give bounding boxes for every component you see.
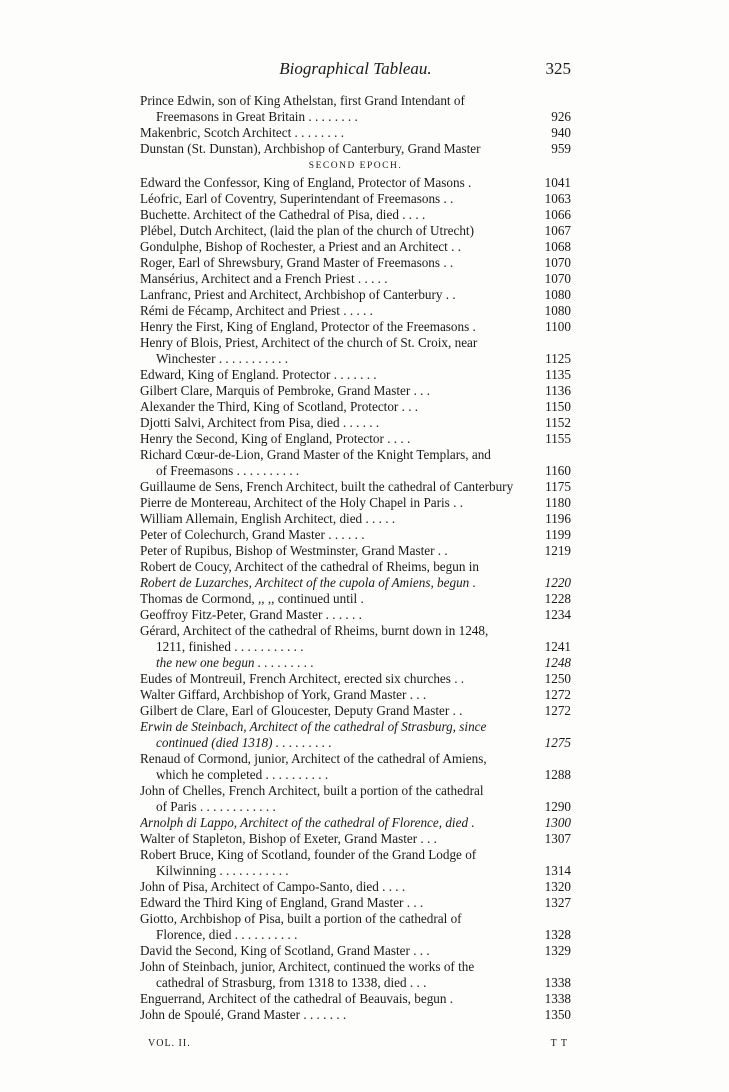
entry-text: Richard Cœur-de-Lion, Grand Master of the Knight Templars, and [140,447,491,462]
entry-text: Edward, King of England. Protector . . . . . . . [140,367,377,382]
entry-text: Robert de Coucy, Architect of the cathedral of Rheims, begun in [140,559,479,574]
entry-line [140,735,571,751]
entry-text: Florence, died . . . . . . . . . . [156,927,298,942]
entry-line [140,271,571,287]
entry-year: 1241 [544,639,571,654]
entry-line [140,815,571,831]
entry-line [140,687,571,703]
entry-line [140,191,571,207]
running-title: Biographical Tableau. [279,59,432,78]
entry-line [140,93,571,109]
entry-text: Winchester . . . . . . . . . . . [156,351,289,366]
entry-text: which he completed . . . . . . . . . . [156,767,329,782]
entry-year: 926 [551,109,571,124]
entry-text: of Paris . . . . . . . . . . . . [156,799,276,814]
entry-text: Pierre de Montereau, Architect of the Holy Chapel in Paris . . [140,495,464,510]
entry-text: Alexander the Third, King of Scotland, Protector . . . [140,399,419,414]
entry-text: Henry the First, King of England, Protector of the Freemasons . [140,319,476,334]
entry-line [140,863,571,879]
entry-line [140,959,571,975]
entry-year: 1338 [544,991,571,1006]
entry-line [140,495,571,511]
entry-year: 1234 [544,607,571,622]
entry-year: 1180 [545,495,571,510]
entry-year: 1338 [544,975,571,990]
entry-year: 1100 [545,319,571,334]
entry-text: Makenbric, Scotch Architect . . . . . . . . [140,125,344,140]
entry-line [140,303,571,319]
entry-line [140,223,571,239]
entry-text: Plébel, Dutch Architect, (laid the plan of the church of Utrecht) [140,223,474,238]
entry-year: 1199 [545,527,571,542]
epoch-heading: SECOND EPOCH. [308,161,403,171]
entry-line [140,719,571,735]
entry-line [140,399,571,415]
entry-year: 1125 [545,351,571,366]
entry-year: 1219 [544,543,571,558]
entry-year: 1066 [544,207,571,222]
entry-year: 1327 [544,895,571,910]
entry-line [140,383,571,399]
entry-line [140,559,571,575]
entry-text: Rémi de Fécamp, Architect and Priest . . . . . [140,303,373,318]
entry-text: 1211, finished . . . . . . . . . . . [156,639,304,654]
entry-text: Peter of Colechurch, Grand Master . . . . . . [140,527,365,542]
entry-year: 1328 [544,927,571,942]
entry-line [140,141,571,157]
entry-text: Henry of Blois, Priest, Architect of the church of St. Croix, near [140,335,478,350]
entry-line [140,831,571,847]
entry-text: cathedral of Strasburg, from 1318 to 1338, died . . . [156,975,427,990]
entry-year: 1350 [544,1007,571,1022]
entry-text: Mansérius, Architect and a French Priest . . . . . [140,271,388,286]
entry-line [140,175,571,191]
entry-line [140,655,571,671]
page-number: 325 [545,59,571,78]
entry-text: Henry the Second, King of England, Protector . . . . [140,431,411,446]
signature-mark: T T [550,1038,568,1049]
entry-text: William Allemain, English Architect, died . . . . . [140,511,396,526]
entry-line [140,319,571,335]
entry-year: 1136 [545,383,571,398]
entry-line [140,351,571,367]
entry-year: 1150 [545,399,571,414]
entry-line [140,623,571,639]
entry-text: John de Spoulé, Grand Master . . . . . . . [140,1007,347,1022]
entry-text: Robert de Luzarches, Architect of the cupola of Amiens, begun . [140,575,476,590]
entry-line [140,479,571,495]
entry-line [140,431,571,447]
entry-line [140,125,571,141]
entry-line [140,783,571,799]
entry-year: 1320 [544,879,571,894]
entry-line [140,335,571,351]
entry-line [140,607,571,623]
entry-text: Walter Giffard, Archbishop of York, Grand Master . . . [140,687,427,702]
entry-line [140,367,571,383]
volume-label: VOL. II. [148,1038,191,1049]
entry-year: 1080 [544,303,571,318]
entry-line [140,943,571,959]
entry-year: 1041 [544,175,571,190]
entry-text: Buchette. Architect of the Cathedral of Pisa, died . . . . [140,207,426,222]
entry-line [140,751,571,767]
entry-text: Guillaume de Sens, French Architect, built the cathedral of Canterbury [140,479,514,494]
entry-year: 1290 [544,799,571,814]
entry-line [140,463,571,479]
entry-line [140,207,571,223]
entry-year: 1228 [544,591,571,606]
entry-line [140,991,571,1007]
entry-text: the new one begun . . . . . . . . . [156,655,314,670]
entry-text: Geoffroy Fitz-Peter, Grand Master . . . . . . [140,607,362,622]
entry-text: Lanfranc, Priest and Architect, Archbishop of Canterbury . . [140,287,456,302]
entry-line [140,767,571,783]
entry-line [140,879,571,895]
entry-year: 1272 [544,703,571,718]
entry-year: 1329 [544,943,571,958]
entry-year: 1300 [544,815,571,830]
entry-text: Kilwinning . . . . . . . . . . . [156,863,289,878]
entry-year: 1135 [545,367,571,382]
entry-text: Roger, Earl of Shrewsbury, Grand Master of Freemasons . . [140,255,454,270]
entry-line [140,287,571,303]
entry-line [140,671,571,687]
entry-year: 1152 [545,415,571,430]
entry-year: 1155 [545,431,571,446]
entry-text: Edward the Confessor, King of England, Protector of Masons . [140,175,472,190]
entry-line [140,639,571,655]
entry-text: Djotti Salvi, Architect from Pisa, died . . . . . . [140,415,380,430]
entry-year: 1070 [544,271,571,286]
entry-line [140,447,571,463]
entry-line [140,703,571,719]
entry-text: Léofric, Earl of Coventry, Superintendant of Freemasons . . [140,191,454,206]
entry-text: Gilbert de Clare, Earl of Gloucester, Deputy Grand Master . . [140,703,463,718]
first-epoch-entries [140,93,571,157]
entry-text: Edward the Third King of England, Grand Master . . . [140,895,424,910]
entry-line [140,527,571,543]
entry-text: Gondulphe, Bishop of Rochester, a Priest and an Architect . . [140,239,462,254]
entry-year: 1272 [544,687,571,702]
entry-line [140,511,571,527]
entry-text: David the Second, King of Scotland, Grand Master . . . [140,943,430,958]
entry-line [140,1007,571,1023]
entry-text: Gilbert Clare, Marquis of Pembroke, Grand Master . . . [140,383,431,398]
entry-text: Thomas de Cormond, ,, ,, continued until . [140,591,364,606]
entry-line [140,543,571,559]
entry-text: John of Pisa, Architect of Campo-Santo, died . . . . [140,879,406,894]
entry-year: 1248 [544,655,571,670]
entry-year: 1067 [544,223,571,238]
entry-year: 1288 [544,767,571,782]
page-header [140,59,571,79]
entry-year: 940 [551,125,571,140]
entry-year: 1068 [544,239,571,254]
entry-year: 1080 [544,287,571,302]
entry-text: Giotto, Archbishop of Pisa, built a portion of the cathedral of [140,911,462,926]
entry-text: Dunstan (St. Dunstan), Archbishop of Canterbury, Grand Master [140,141,481,156]
entry-year: 1063 [544,191,571,206]
entry-line [140,239,571,255]
entry-line [140,911,571,927]
entry-year: 1307 [544,831,571,846]
entry-text: Prince Edwin, son of King Athelstan, first Grand Intendant of [140,93,465,108]
entry-text: Renaud of Cormond, junior, Architect of the cathedral of Amiens, [140,751,487,766]
entry-line [140,927,571,943]
entry-line [140,975,571,991]
entry-year: 1070 [544,255,571,270]
entry-text: continued (died 1318) . . . . . . . . . [156,735,332,750]
entry-line [140,415,571,431]
entry-year: 1275 [544,735,571,750]
entry-text: Enguerrand, Architect of the cathedral of Beauvais, begun . [140,991,454,1006]
entry-text: Robert Bruce, King of Scotland, founder of the Grand Lodge of [140,847,477,862]
entry-year: 959 [551,141,571,156]
entry-line [140,591,571,607]
entry-text: John of Steinbach, junior, Architect, continued the works of the [140,959,475,974]
entry-year: 1314 [544,863,571,878]
entry-line [140,255,571,271]
entry-year: 1196 [545,511,571,526]
entry-text: Eudes of Montreuil, French Architect, erected six churches . . [140,671,465,686]
entry-year: 1250 [544,671,571,686]
entry-text: Arnolph di Lappo, Architect of the cathedral of Florence, died . [140,815,475,830]
biographical-entries [140,93,571,1023]
entry-text: John of Chelles, French Architect, built a portion of the cathedral [140,783,484,798]
entry-text: of Freemasons . . . . . . . . . . [156,463,300,478]
page-footer [148,1038,568,1052]
entry-year: 1175 [545,479,571,494]
entry-line [140,109,571,125]
entry-text: Walter of Stapleton, Bishop of Exeter, Grand Master . . . [140,831,437,846]
entry-line [140,895,571,911]
entry-text: Erwin de Steinbach, Architect of the cathedral of Strasburg, since [140,719,487,734]
entry-text: Peter of Rupibus, Bishop of Westminster, Grand Master . . [140,543,448,558]
entry-year: 1160 [545,463,571,478]
entry-line [140,799,571,815]
entry-line [140,575,571,591]
entry-text: Gérard, Architect of the cathedral of Rheims, burnt down in 1248, [140,623,489,638]
second-epoch-entries [140,175,571,1023]
entry-text: Freemasons in Great Britain . . . . . . . . [156,109,358,124]
entry-year: 1220 [544,575,571,590]
entry-line [140,847,571,863]
